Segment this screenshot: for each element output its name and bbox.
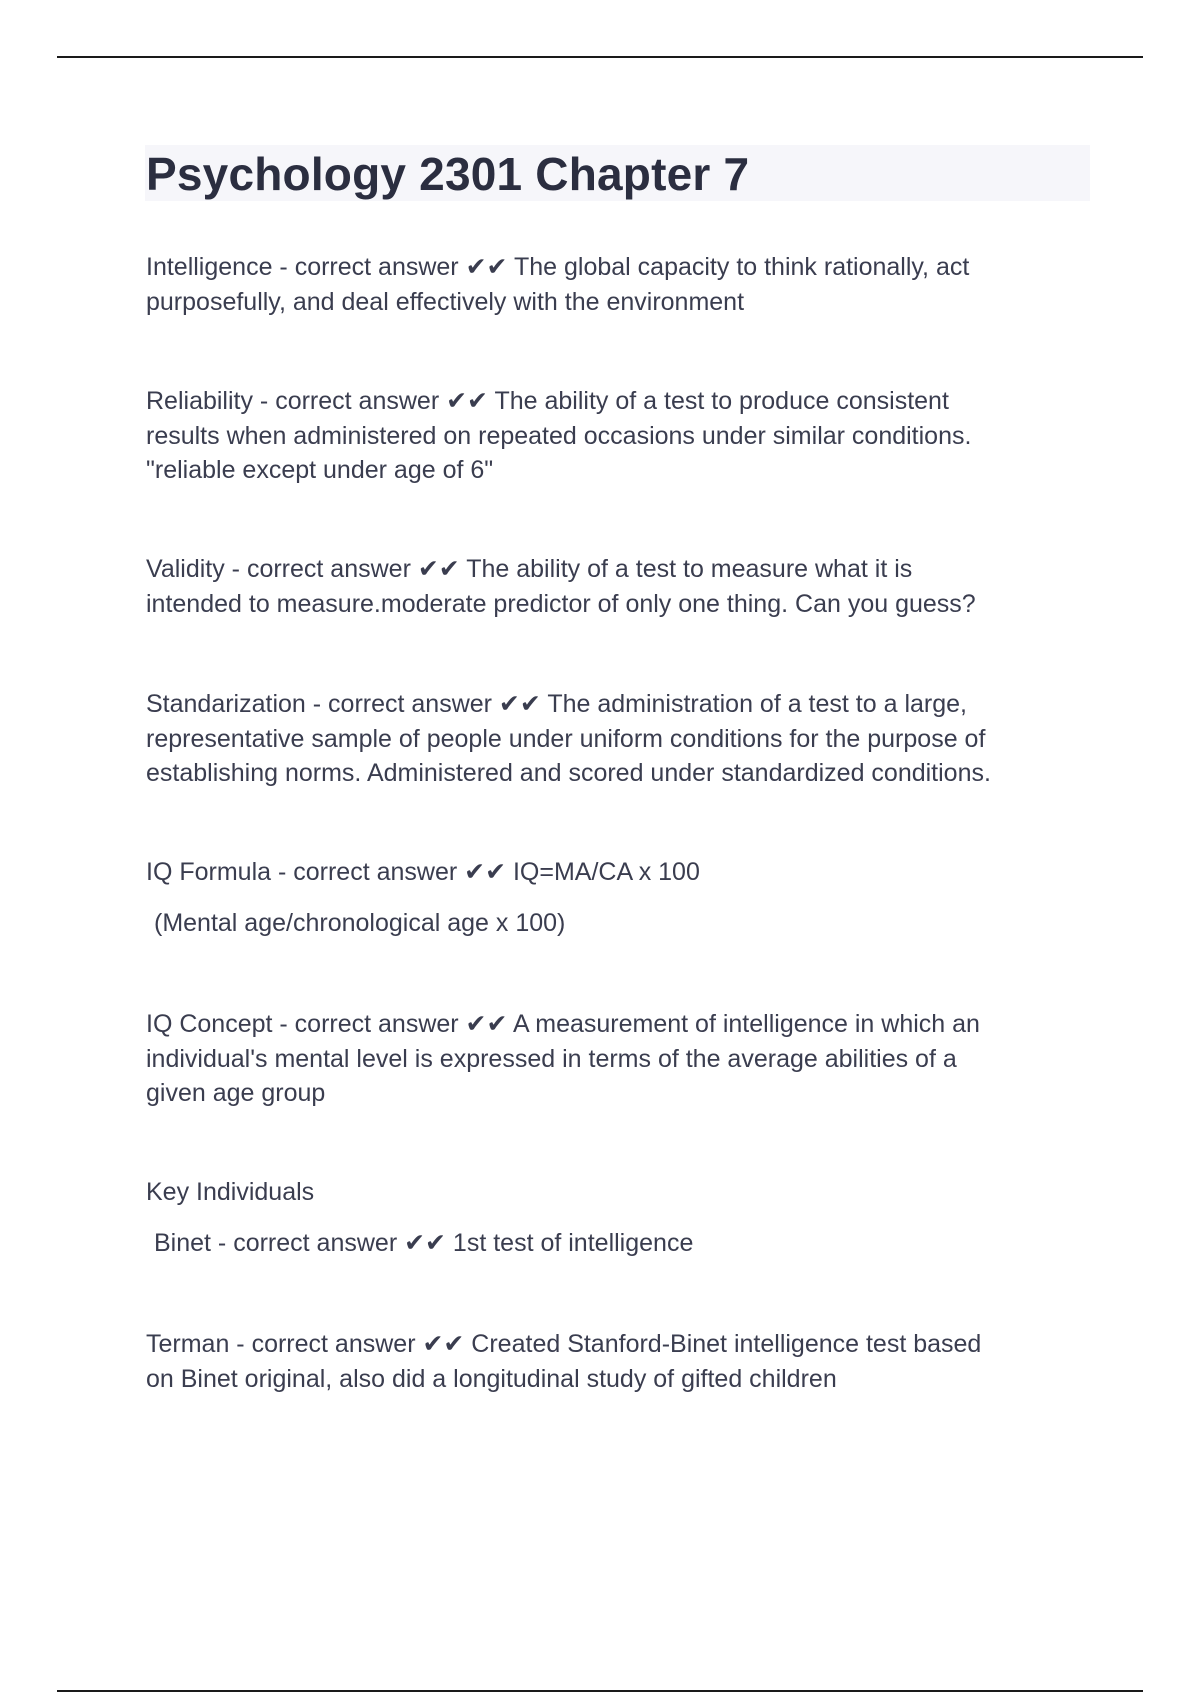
entry-terman	[146, 1327, 1086, 1396]
entry-line: given age group	[146, 1079, 326, 1107]
entry-intelligence	[146, 250, 1086, 319]
section-heading-key-individuals	[146, 1175, 1086, 1210]
entry-line: IQ Formula - correct answer ✔✔ IQ=MA/CA x 100	[146, 858, 700, 886]
entry-line: Reliability - correct answer ✔✔ The ability of a test to produce consistent	[146, 387, 949, 415]
entry-line: establishing norms. Administered and scored under standardized conditions.	[146, 759, 991, 787]
entry-standarization	[146, 687, 1086, 791]
entry-iq-formula	[146, 855, 1086, 890]
page-title: Psychology 2301 Chapter 7	[146, 148, 750, 200]
entry-line: intended to measure.moderate predictor of only one thing. Can you guess?	[146, 589, 976, 618]
entry-line: Validity - correct answer ✔✔ The ability of a test to measure what it is	[146, 555, 913, 583]
entry-reliability	[146, 384, 1086, 488]
entry-line: "reliable except under age of 6"	[146, 456, 494, 484]
entry-line: purposefully, and deal effectively with the environment	[146, 287, 745, 316]
entry-line: Key Individuals	[146, 1178, 315, 1206]
entry-line: IQ Concept - correct answer ✔✔ A measurement of intelligence in which an	[146, 1010, 980, 1038]
entry-line: Intelligence - correct answer ✔✔ The global capacity to think rationally, act	[146, 253, 970, 281]
entry-line: Binet - correct answer ✔✔ 1st test of intelligence	[154, 1229, 694, 1257]
entry-binet	[146, 1226, 1086, 1261]
entry-line: (Mental age/chronological age x 100)	[154, 909, 566, 937]
entry-line: representative sample of people under uniform conditions for the purpose of	[146, 724, 986, 753]
entry-line: on Binet original, also did a longitudinal study of gifted children	[146, 1364, 837, 1393]
bottom-rule	[57, 1690, 1143, 1692]
entry-iq-formula-note	[146, 906, 1086, 941]
entry-line: Terman - correct answer ✔✔ Created Stanford-Binet intelligence test based	[146, 1330, 982, 1358]
entry-line: results when administered on repeated occasions under similar conditions.	[146, 421, 972, 450]
entry-iq-concept	[146, 1007, 1086, 1111]
entry-line: individual's mental level is expressed in terms of the average abilities of a	[146, 1044, 957, 1073]
entry-validity	[146, 552, 1086, 621]
entry-line: Standarization - correct answer ✔✔ The administration of a test to a large,	[146, 690, 967, 718]
top-rule	[57, 56, 1143, 58]
